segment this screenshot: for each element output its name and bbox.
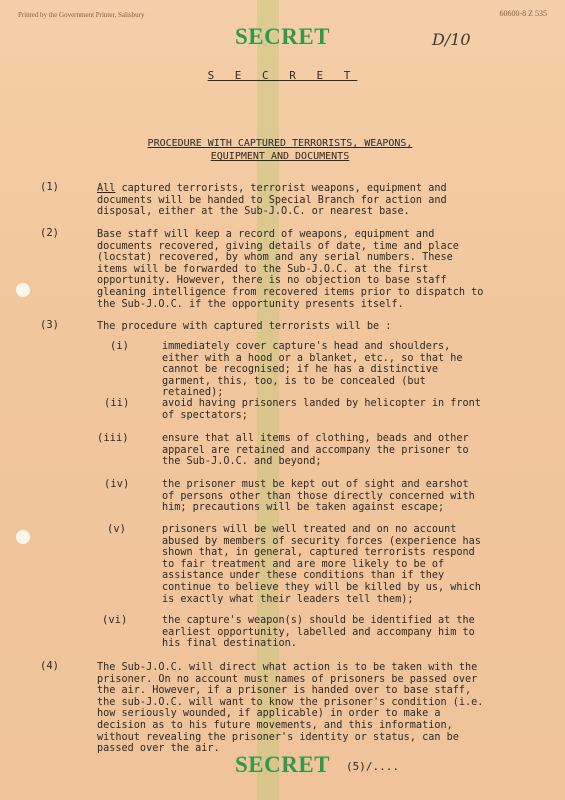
subitem-number: (iv): [104, 478, 130, 490]
classification-spaced: S E C R E T: [207, 69, 358, 82]
subitem-number: (v): [107, 523, 126, 535]
subitem-vi: the capture's weapon(s) should be identified at the earliest opportunity, labelled and accompany him to his final destination.: [162, 615, 475, 650]
subitem-number: (ii): [104, 397, 130, 409]
paragraph-4: The Sub-J.O.C. will direct what action is to be taken with the prisoner. On no account must names of prisoners be passed over the air. However, if a prisoner is handed over to base staff, the sub-J.O.C. will want to know the prisoner's condition (i.e. how seriously wounded, if applicable) in order to make a decision as to his future movements, and this information, without revealing the prisoner's identity or status, can be passed over the air.: [97, 662, 484, 755]
handwritten-note: D/10: [432, 30, 471, 49]
paragraph-3: The procedure with captured terrorists will be :: [97, 321, 392, 332]
subitem-i: immediately cover capture's head and shoulders, either with a hood or a blanket, etc., so that he cannot be recognised; if he has a distinctive garment, this, too, is to be concealed (but retained);: [162, 341, 463, 399]
title-line-2: EQUIPMENT AND DOCUMENTS: [210, 151, 350, 162]
paragraph-1: [97, 183, 487, 218]
subitem-number: (i): [110, 340, 129, 352]
document-title: [120, 137, 440, 163]
punch-hole: [16, 283, 30, 297]
paragraph-1-text: captured terrorists, terrorist weapons, equipment and documents will be handed to Special Branch for action and disposal, either at the Sub-J.O.C. or nearest base.: [97, 183, 447, 218]
paragraph-number: (2): [40, 227, 59, 239]
paragraph-1-lead: All: [97, 183, 116, 194]
classification-top: SECRET: [234, 24, 331, 49]
paragraph-number: (1): [40, 181, 59, 193]
paragraph-number: (4): [40, 660, 59, 672]
subitem-number: (iii): [97, 432, 129, 444]
subitem-ii: avoid having prisoners landed by helicopter in front of spectators;: [162, 398, 481, 421]
subitem-iii: ensure that all items of clothing, beads and other apparel are retained and accompany the prisoner to the Sub-J.O.C. and beyond;: [162, 433, 469, 468]
classification-bottom: SECRET: [234, 752, 331, 777]
paragraph-2: Base staff will keep a record of weapons, equipment and documents recovered, giving details of date, time and place (locstat) recovered, by whom and any serial numbers. These items will be forwarded to the Sub-J.O.C. at the first opportunity. However, there is no objection to base staff gleaning intelligence from recovered items prior to dispatch to the Sub-J.O.C. if the opportunity presents itself.: [97, 229, 484, 310]
title-line-1: PROCEDURE WITH CAPTURED TERRORISTS, WEAPONS,: [147, 138, 413, 149]
subitem-v: prisoners will be well treated and on no account abused by members of security forces (experience has shown that, in general, captured terrorists respond to fair treatment and are more likely to be of assistance under these conditions than if they continue to believe they will be killed by us, which is exactly what their leaders tell them);: [162, 524, 481, 605]
form-code: 60600-8 Z 535: [499, 9, 547, 18]
subitem-number: (vi): [102, 614, 128, 626]
punch-hole: [16, 530, 30, 544]
subitem-iv: the prisoner must be kept out of sight and earshot of persons other than those directly concerned with him; precautions will be taken against escape;: [162, 479, 475, 514]
continuation-marker: (5)/....: [346, 760, 399, 773]
printer-line: Printed by the Government Printer, Salisbury: [18, 11, 145, 19]
paragraph-number: (3): [40, 319, 59, 331]
